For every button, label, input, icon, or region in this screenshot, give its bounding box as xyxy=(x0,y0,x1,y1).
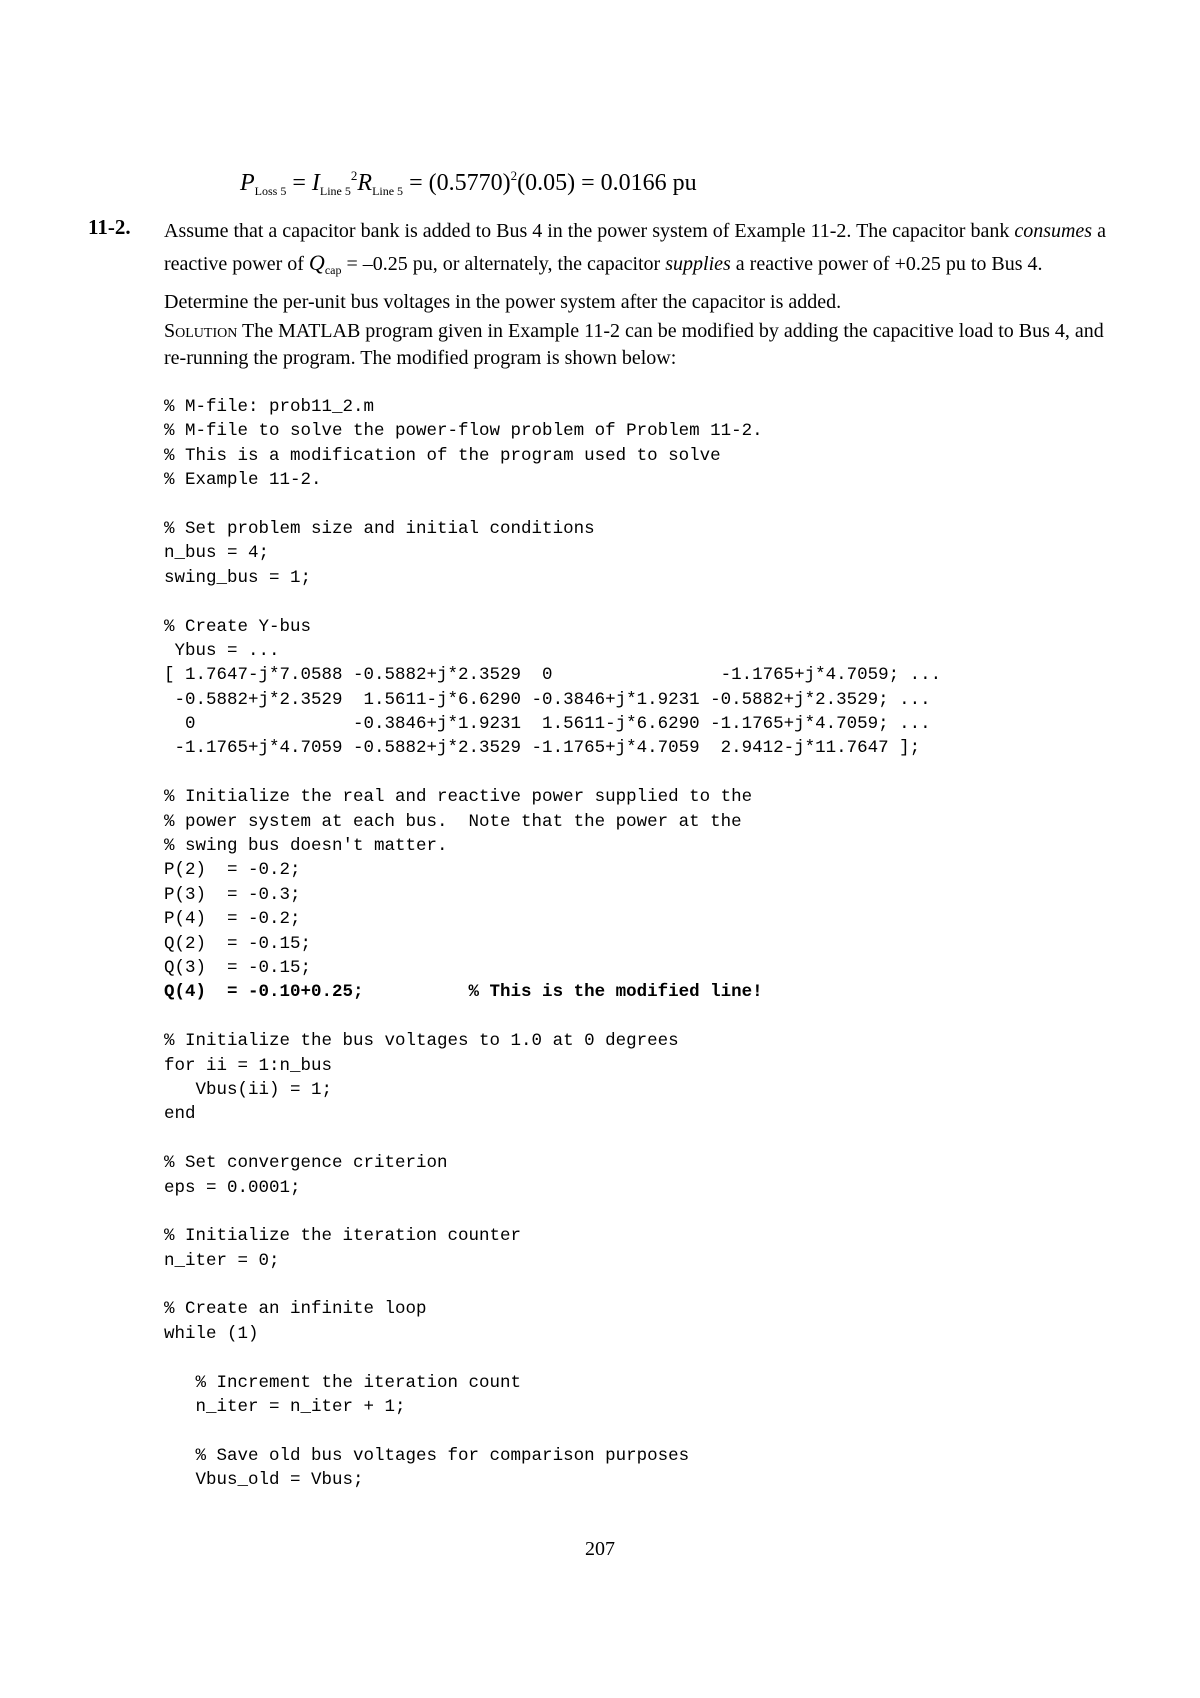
code-line xyxy=(164,1419,1124,1443)
code-line: P(3) = -0.3; xyxy=(164,884,301,905)
code-line xyxy=(164,1200,1124,1224)
code-line: % Example 11-2. xyxy=(164,470,322,491)
code-line: % Save old bus voltages for comparison purposes xyxy=(164,1445,690,1466)
code-line: Vbus(ii) = 1; xyxy=(164,1079,333,1100)
code-line: % M-file: prob11_2.m xyxy=(164,397,375,417)
code-line xyxy=(164,1346,1124,1370)
code-line: % Initialize the iteration counter xyxy=(164,1226,522,1247)
code-line: n_iter = n_iter + 1; xyxy=(164,1397,406,1418)
code-line: eps = 0.0001; xyxy=(164,1177,301,1198)
code-line: Q(2) = -0.15; xyxy=(164,933,312,954)
code-line: P(2) = -0.2; xyxy=(164,860,301,881)
code-line: % M-file to solve the power-flow problem of Problem 11-2. xyxy=(164,421,763,442)
code-line: n_iter = 0; xyxy=(164,1250,280,1271)
code-line xyxy=(164,1273,1124,1297)
problem-consumes: consumes xyxy=(1014,220,1093,242)
code-line: Q(3) = -0.15; xyxy=(164,957,312,978)
code-line: swing_bus = 1; xyxy=(164,567,312,588)
problem-text-3: , or alternately, the capacitor xyxy=(432,253,666,275)
q-cap-value: = –0.25 pu xyxy=(341,253,433,275)
eq-i-symbol: I xyxy=(311,170,320,196)
code-line: while (1) xyxy=(164,1323,259,1344)
code-line: Q(4) = -0.10+0.25; % This is the modified line! xyxy=(164,982,763,1003)
code-line xyxy=(164,590,1124,614)
code-line: -0.5882+j*2.3529 1.5611-j*6.6290 -0.3846+j*1.9231 -0.5882+j*2.3529; ... xyxy=(164,689,931,710)
eq-rest-exponent: 2 xyxy=(510,168,518,183)
code-line: % power system at each bus. Note that the power at the xyxy=(164,811,742,832)
eq-p-symbol: P xyxy=(240,170,255,196)
code-line: % Create an infinite loop xyxy=(164,1299,427,1320)
eq-rest-b: (0.05) = 0.0166 pu xyxy=(517,170,697,196)
problem-text-1: Assume that a capacitor bank is added to Bus 4 in the power system of Example 11-2. The capacitor bank xyxy=(164,220,1015,242)
q-subscript: cap xyxy=(324,263,342,277)
problem-text-4: a reactive power of +0.25 pu to Bus 4. Determine the per-unit bus voltages in the power system after the capacitor is added. xyxy=(164,253,1043,313)
page-number: 207 xyxy=(585,1538,615,1560)
code-line: -1.1765+j*4.7059 -0.5882+j*2.3529 -1.1765+j*4.7059 2.9412-j*11.7647 ]; xyxy=(164,738,921,759)
eq-p-subscript: Loss 5 xyxy=(254,184,287,198)
code-line: % swing bus doesn't matter. xyxy=(164,836,448,857)
solution-label: Solution xyxy=(164,320,238,342)
solution-paragraph xyxy=(164,318,1124,372)
code-line: % Initialize the bus voltages to 1.0 at 0 degrees xyxy=(164,1031,679,1052)
eq-i-subscript: Line 5 xyxy=(319,184,351,198)
code-line xyxy=(164,493,1124,517)
code-line xyxy=(164,1005,1124,1029)
code-line: % Increment the iteration count xyxy=(164,1372,522,1393)
code-line: 0 -0.3846+j*1.9231 1.5611-j*6.6290 -1.1765+j*4.7059; ... xyxy=(164,714,931,735)
problem-statement xyxy=(164,215,1124,318)
code-line: for ii = 1:n_bus xyxy=(164,1055,333,1076)
q-cap-symbol xyxy=(309,250,342,275)
code-line: % This is a modification of the program used to solve xyxy=(164,445,721,466)
matlab-code-listing xyxy=(164,395,1124,1493)
eq-rest-a: = (0.5770) xyxy=(403,170,511,196)
eq-i-exponent: 2 xyxy=(350,168,358,183)
eq-r-symbol: R xyxy=(357,170,373,196)
power-loss-equation xyxy=(240,168,697,199)
problem-text-2: a reactive power of xyxy=(164,220,1106,275)
problem-number: 11-2. xyxy=(88,215,131,239)
code-line: [ 1.7647-j*7.0588 -0.5882+j*2.3529 0 -1.1765+j*4.7059; ... xyxy=(164,665,942,686)
code-line: % Initialize the real and reactive power supplied to the xyxy=(164,787,753,808)
code-line: n_bus = 4; xyxy=(164,543,270,564)
code-line: P(4) = -0.2; xyxy=(164,909,301,930)
code-line: Ybus = ... xyxy=(164,640,280,661)
code-line: % Set problem size and initial conditions xyxy=(164,518,595,539)
solution-text: The MATLAB program given in Example 11-2 can be modified by adding the capacitive load to Bus 4, and re-running the program. The modified program is shown below: xyxy=(164,320,1104,369)
q-symbol: Q xyxy=(308,250,325,275)
code-line: Vbus_old = Vbus; xyxy=(164,1470,364,1491)
code-line xyxy=(164,761,1124,785)
problem-supplies: supplies xyxy=(665,253,731,275)
code-line xyxy=(164,1127,1124,1151)
code-line: % Set convergence criterion xyxy=(164,1153,448,1174)
code-line: % Create Y-bus xyxy=(164,616,312,637)
eq-equals: = xyxy=(286,170,312,196)
code-line: end xyxy=(164,1104,196,1125)
eq-r-subscript: Line 5 xyxy=(372,184,404,198)
